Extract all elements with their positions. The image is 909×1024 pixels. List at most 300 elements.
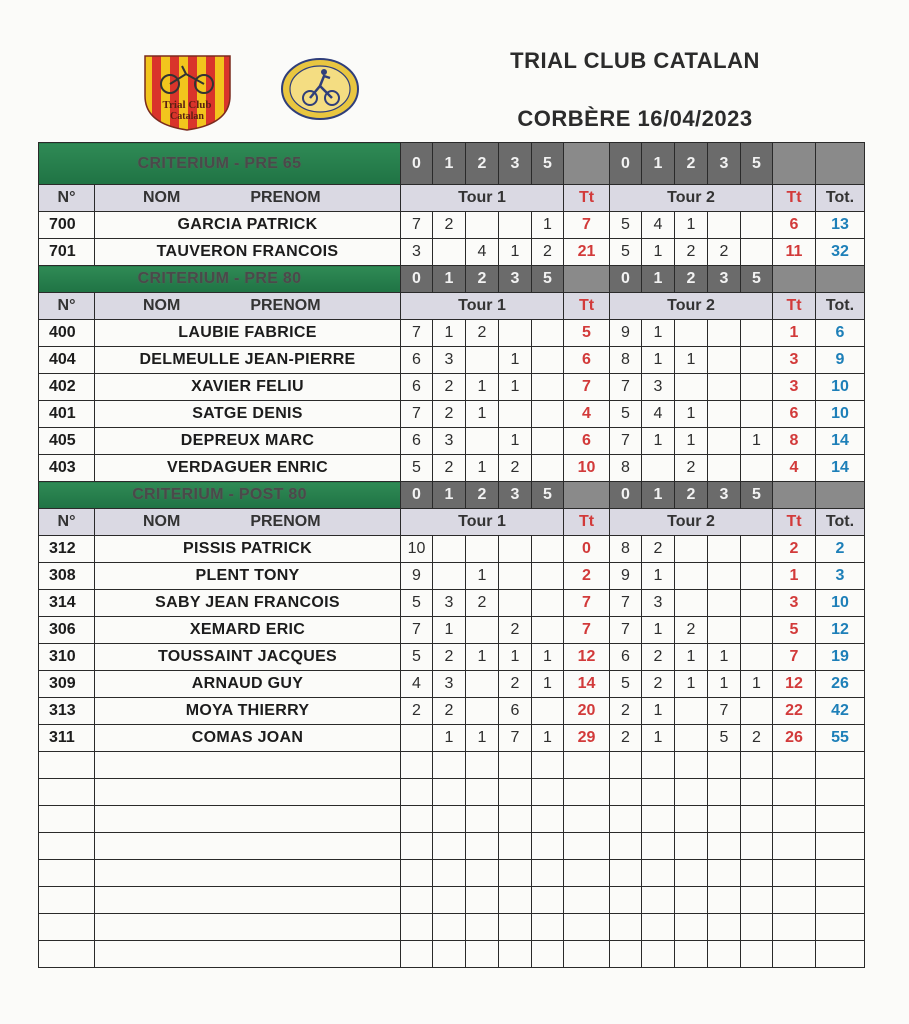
rider-name: MOYA THIERRY: [95, 698, 401, 725]
tour2-score: 1: [642, 428, 675, 455]
number-header: N°: [39, 185, 95, 212]
score-header: 0: [610, 482, 642, 509]
empty-cell: [642, 887, 675, 914]
rider-name: PLENT TONY: [95, 563, 401, 590]
tour2-total: 6: [773, 401, 816, 428]
empty-cell: [816, 752, 865, 779]
empty-cell: [741, 752, 773, 779]
empty-cell: [610, 752, 642, 779]
tour1-header: Tour 1: [401, 509, 564, 536]
column-header-row: [39, 293, 865, 320]
tour2-score: 2: [675, 617, 708, 644]
tour2-header: Tour 2: [610, 185, 773, 212]
empty-cell: [708, 806, 741, 833]
score-header: 5: [532, 143, 564, 185]
empty-cell: [433, 914, 466, 941]
empty-cell: [741, 833, 773, 860]
empty-cell: [816, 914, 865, 941]
empty-cell: [95, 833, 401, 860]
tour1-score: 10: [401, 536, 433, 563]
rider-row: [39, 536, 865, 563]
empty-cell: [95, 941, 401, 968]
tour2-total: 3: [773, 347, 816, 374]
tour2-score: [741, 563, 773, 590]
tour1-score: 2: [433, 644, 466, 671]
empty-cell: [39, 941, 95, 968]
tt-header: Tt: [564, 293, 610, 320]
empty-cell: [39, 887, 95, 914]
empty-cell: [39, 860, 95, 887]
tour1-score: [466, 671, 499, 698]
prenom-label: PRENOM: [250, 513, 321, 530]
tour1-score: 6: [401, 428, 433, 455]
empty-row: [39, 941, 865, 968]
tour2-score: 7: [610, 428, 642, 455]
empty-cell: [499, 752, 532, 779]
tour2-score: 1: [675, 428, 708, 455]
nom-label: NOM: [143, 189, 181, 206]
empty-cell: [95, 887, 401, 914]
tour2-score: 2: [642, 644, 675, 671]
total-header: Tot.: [816, 293, 865, 320]
empty-cell: [564, 806, 610, 833]
empty-cell: [532, 941, 564, 968]
empty-cell: [564, 887, 610, 914]
rider-number: 314: [39, 590, 95, 617]
empty-cell: [433, 752, 466, 779]
grand-total: 10: [816, 374, 865, 401]
tour2-score: [675, 374, 708, 401]
empty-cell: [564, 833, 610, 860]
tour2-total: 3: [773, 374, 816, 401]
tour1-score: [466, 428, 499, 455]
tour2-score: [708, 563, 741, 590]
rider-name: DELMEULLE JEAN-PIERRE: [95, 347, 401, 374]
tour1-score: [499, 590, 532, 617]
rider-number: 400: [39, 320, 95, 347]
tour1-score: 1: [532, 212, 564, 239]
tour2-score: 4: [642, 212, 675, 239]
tour2-total: 22: [773, 698, 816, 725]
empty-cell: [610, 779, 642, 806]
trial-club-catalan-logo: [140, 52, 235, 132]
empty-cell: [401, 806, 433, 833]
tour2-score: 1: [642, 239, 675, 266]
svg-text:Trial Club: Trial Club: [162, 99, 212, 111]
grand-total: 26: [816, 671, 865, 698]
rider-name: GARCIA PATRICK: [95, 212, 401, 239]
tt-header: Tt: [773, 509, 816, 536]
tour1-score: [466, 212, 499, 239]
tour1-score: [532, 455, 564, 482]
tour1-score: [433, 563, 466, 590]
grand-total: 14: [816, 455, 865, 482]
tour1-score: 5: [401, 590, 433, 617]
tour2-score: 1: [741, 428, 773, 455]
tour1-score: [532, 617, 564, 644]
tour2-score: [675, 536, 708, 563]
grand-total: 14: [816, 428, 865, 455]
empty-cell: [708, 860, 741, 887]
category-title: CRITERIUM - PRE 80: [39, 266, 401, 293]
tour1-score: [499, 401, 532, 428]
score-header: 3: [708, 143, 741, 185]
tour2-total: 6: [773, 212, 816, 239]
empty-cell: [499, 833, 532, 860]
tour2-score: [708, 455, 741, 482]
rider-name: SATGE DENIS: [95, 401, 401, 428]
tour1-score: [499, 536, 532, 563]
tour2-score: 8: [610, 455, 642, 482]
rider-number: 309: [39, 671, 95, 698]
tour2-score: 8: [610, 536, 642, 563]
tour2-score: 2: [675, 455, 708, 482]
empty-cell: [675, 941, 708, 968]
tour1-score: 1: [433, 617, 466, 644]
rider-row: [39, 644, 865, 671]
category-row: [39, 482, 865, 509]
tour1-total: 29: [564, 725, 610, 752]
blank-header: [816, 482, 865, 509]
grand-total: 3: [816, 563, 865, 590]
score-header: 3: [499, 143, 532, 185]
tour2-score: 1: [675, 212, 708, 239]
empty-cell: [642, 752, 675, 779]
empty-cell: [95, 806, 401, 833]
tour2-score: [741, 212, 773, 239]
rider-number: 401: [39, 401, 95, 428]
club-title: TRIAL CLUB CATALAN: [510, 48, 760, 73]
grand-total: 2: [816, 536, 865, 563]
empty-cell: [816, 941, 865, 968]
tour2-score: 3: [642, 590, 675, 617]
tt-header: Tt: [564, 509, 610, 536]
empty-cell: [816, 779, 865, 806]
empty-row: [39, 806, 865, 833]
empty-cell: [610, 941, 642, 968]
tour2-score: 5: [610, 671, 642, 698]
empty-cell: [610, 860, 642, 887]
tour2-total: 8: [773, 428, 816, 455]
tt-header: Tt: [773, 185, 816, 212]
tour2-score: [675, 563, 708, 590]
tour1-score: 2: [532, 239, 564, 266]
name-header: [95, 293, 401, 320]
empty-cell: [532, 779, 564, 806]
tour1-score: 6: [401, 347, 433, 374]
rider-row: [39, 428, 865, 455]
score-header: 2: [675, 143, 708, 185]
empty-cell: [466, 752, 499, 779]
tour1-score: 1: [499, 239, 532, 266]
empty-row: [39, 779, 865, 806]
prenom-label: PRENOM: [250, 189, 321, 206]
tour1-score: [532, 401, 564, 428]
tour1-score: 1: [433, 320, 466, 347]
tour1-score: 2: [499, 617, 532, 644]
score-header: 5: [532, 482, 564, 509]
empty-cell: [466, 806, 499, 833]
tour1-header: Tour 1: [401, 185, 564, 212]
name-header: [95, 185, 401, 212]
empty-cell: [642, 806, 675, 833]
empty-cell: [675, 806, 708, 833]
tour2-score: [741, 617, 773, 644]
tour1-score: [466, 698, 499, 725]
tour1-total: 6: [564, 428, 610, 455]
rider-number: 700: [39, 212, 95, 239]
score-header: 5: [741, 266, 773, 293]
rider-row: [39, 671, 865, 698]
tour1-score: 1: [466, 563, 499, 590]
tour1-score: 2: [433, 374, 466, 401]
tour2-score: [675, 320, 708, 347]
tour1-total: 0: [564, 536, 610, 563]
tour2-score: [642, 455, 675, 482]
empty-cell: [564, 860, 610, 887]
tour1-score: 4: [466, 239, 499, 266]
empty-cell: [532, 887, 564, 914]
tour1-score: 1: [466, 725, 499, 752]
rider-number: 701: [39, 239, 95, 266]
score-header: 2: [675, 266, 708, 293]
rider-name: DEPREUX MARC: [95, 428, 401, 455]
results-body: [39, 143, 865, 968]
tour2-score: [675, 590, 708, 617]
nom-label: NOM: [143, 297, 181, 314]
rider-number: 402: [39, 374, 95, 401]
tour2-score: 1: [642, 698, 675, 725]
tour1-score: 1: [532, 644, 564, 671]
rider-name: SABY JEAN FRANCOIS: [95, 590, 401, 617]
empty-cell: [39, 914, 95, 941]
tour2-score: 1: [708, 644, 741, 671]
category-title: CRITERIUM - POST 80: [39, 482, 401, 509]
tour2-score: 1: [642, 725, 675, 752]
total-header: Tot.: [816, 509, 865, 536]
score-header: 1: [642, 266, 675, 293]
tour1-score: 7: [401, 212, 433, 239]
rider-row: [39, 725, 865, 752]
empty-cell: [675, 779, 708, 806]
tour2-score: [741, 374, 773, 401]
tour2-score: 5: [610, 401, 642, 428]
empty-cell: [708, 752, 741, 779]
tour1-score: 1: [532, 725, 564, 752]
tour2-score: 2: [675, 239, 708, 266]
empty-cell: [816, 887, 865, 914]
tour1-score: 1: [466, 401, 499, 428]
tour2-score: [741, 698, 773, 725]
tour2-score: 4: [642, 401, 675, 428]
rider-number: 311: [39, 725, 95, 752]
empty-cell: [401, 779, 433, 806]
empty-cell: [39, 806, 95, 833]
tour2-score: [708, 212, 741, 239]
tour1-score: 1: [466, 644, 499, 671]
tour1-score: 2: [401, 698, 433, 725]
tour2-score: [741, 644, 773, 671]
tour1-score: 3: [433, 671, 466, 698]
tour1-score: 1: [433, 725, 466, 752]
blank-header: [564, 482, 610, 509]
tour2-score: 2: [708, 239, 741, 266]
grand-total: 32: [816, 239, 865, 266]
tour2-score: [741, 590, 773, 617]
tour1-score: [532, 374, 564, 401]
tour1-total: 4: [564, 401, 610, 428]
score-header: 3: [499, 266, 532, 293]
tour2-score: 2: [642, 671, 675, 698]
tour1-score: 6: [499, 698, 532, 725]
rider-name: COMAS JOAN: [95, 725, 401, 752]
tour2-total: 7: [773, 644, 816, 671]
tour1-score: 2: [499, 671, 532, 698]
empty-cell: [741, 914, 773, 941]
grand-total: 9: [816, 347, 865, 374]
tour2-score: 6: [610, 644, 642, 671]
empty-cell: [642, 833, 675, 860]
empty-row: [39, 887, 865, 914]
tour1-total: 7: [564, 590, 610, 617]
tour2-score: 1: [675, 401, 708, 428]
rider-row: [39, 347, 865, 374]
score-header: 1: [433, 143, 466, 185]
tour1-score: 1: [466, 455, 499, 482]
empty-cell: [401, 860, 433, 887]
empty-cell: [499, 914, 532, 941]
tour2-total: 1: [773, 320, 816, 347]
rider-name: XEMARD ERIC: [95, 617, 401, 644]
total-header: Tot.: [816, 185, 865, 212]
empty-cell: [499, 860, 532, 887]
rider-name: TAUVERON FRANCOIS: [95, 239, 401, 266]
tour2-score: 2: [642, 536, 675, 563]
score-header: 3: [708, 482, 741, 509]
empty-cell: [39, 833, 95, 860]
empty-cell: [401, 941, 433, 968]
tour2-score: 1: [642, 617, 675, 644]
category-row: [39, 143, 865, 185]
empty-cell: [642, 941, 675, 968]
tour1-total: 10: [564, 455, 610, 482]
empty-cell: [95, 752, 401, 779]
rider-number: 405: [39, 428, 95, 455]
tour2-score: 9: [610, 563, 642, 590]
rider-number: 306: [39, 617, 95, 644]
tour2-total: 2: [773, 536, 816, 563]
tour1-score: [499, 320, 532, 347]
empty-cell: [401, 887, 433, 914]
empty-cell: [39, 752, 95, 779]
empty-cell: [95, 779, 401, 806]
tour1-total: 7: [564, 374, 610, 401]
tour1-score: 2: [433, 455, 466, 482]
tour2-total: 12: [773, 671, 816, 698]
score-header: 1: [642, 482, 675, 509]
tour2-total: 26: [773, 725, 816, 752]
empty-cell: [95, 860, 401, 887]
empty-row: [39, 860, 865, 887]
tour1-score: [401, 725, 433, 752]
empty-cell: [675, 887, 708, 914]
tour2-score: [675, 725, 708, 752]
federation-logo: [280, 56, 360, 122]
tour1-score: 9: [401, 563, 433, 590]
empty-cell: [741, 779, 773, 806]
empty-cell: [741, 887, 773, 914]
tour2-score: [741, 320, 773, 347]
score-header: 2: [466, 266, 499, 293]
tour2-score: 1: [675, 671, 708, 698]
empty-cell: [433, 806, 466, 833]
tour1-total: 7: [564, 212, 610, 239]
tour1-score: 1: [499, 644, 532, 671]
empty-cell: [816, 833, 865, 860]
tour1-total: 14: [564, 671, 610, 698]
empty-cell: [741, 941, 773, 968]
grand-total: 6: [816, 320, 865, 347]
empty-cell: [39, 779, 95, 806]
tour2-score: [708, 617, 741, 644]
tour2-score: 1: [675, 644, 708, 671]
empty-cell: [741, 860, 773, 887]
rider-row: [39, 374, 865, 401]
empty-cell: [675, 860, 708, 887]
empty-cell: [433, 860, 466, 887]
empty-cell: [610, 806, 642, 833]
empty-cell: [642, 914, 675, 941]
blank-header: [773, 482, 816, 509]
empty-cell: [401, 914, 433, 941]
tour1-score: 7: [499, 725, 532, 752]
tour1-total: 6: [564, 347, 610, 374]
tour2-score: 2: [610, 698, 642, 725]
tour1-score: 2: [466, 320, 499, 347]
tour2-total: 3: [773, 590, 816, 617]
tour2-score: 8: [610, 347, 642, 374]
blank-header: [816, 266, 865, 293]
blank-header: [816, 143, 865, 185]
tour2-score: 5: [708, 725, 741, 752]
rider-name: ARNAUD GUY: [95, 671, 401, 698]
tour1-score: 2: [433, 698, 466, 725]
score-header: 2: [466, 143, 499, 185]
empty-cell: [642, 860, 675, 887]
empty-cell: [466, 779, 499, 806]
tour1-score: 3: [433, 347, 466, 374]
grand-total: 55: [816, 725, 865, 752]
tour2-score: 1: [741, 671, 773, 698]
tour1-total: 2: [564, 563, 610, 590]
tour2-score: [708, 347, 741, 374]
rider-row: [39, 590, 865, 617]
score-header: 5: [741, 482, 773, 509]
tour1-score: [532, 347, 564, 374]
tour2-score: 1: [675, 347, 708, 374]
tour1-score: [466, 347, 499, 374]
tour2-score: 2: [741, 725, 773, 752]
empty-cell: [773, 806, 816, 833]
empty-cell: [708, 914, 741, 941]
tour1-score: 3: [401, 239, 433, 266]
tour1-total: 20: [564, 698, 610, 725]
empty-cell: [401, 833, 433, 860]
tour2-score: [741, 239, 773, 266]
rider-row: [39, 455, 865, 482]
tour2-score: [741, 347, 773, 374]
tour1-score: 2: [433, 212, 466, 239]
